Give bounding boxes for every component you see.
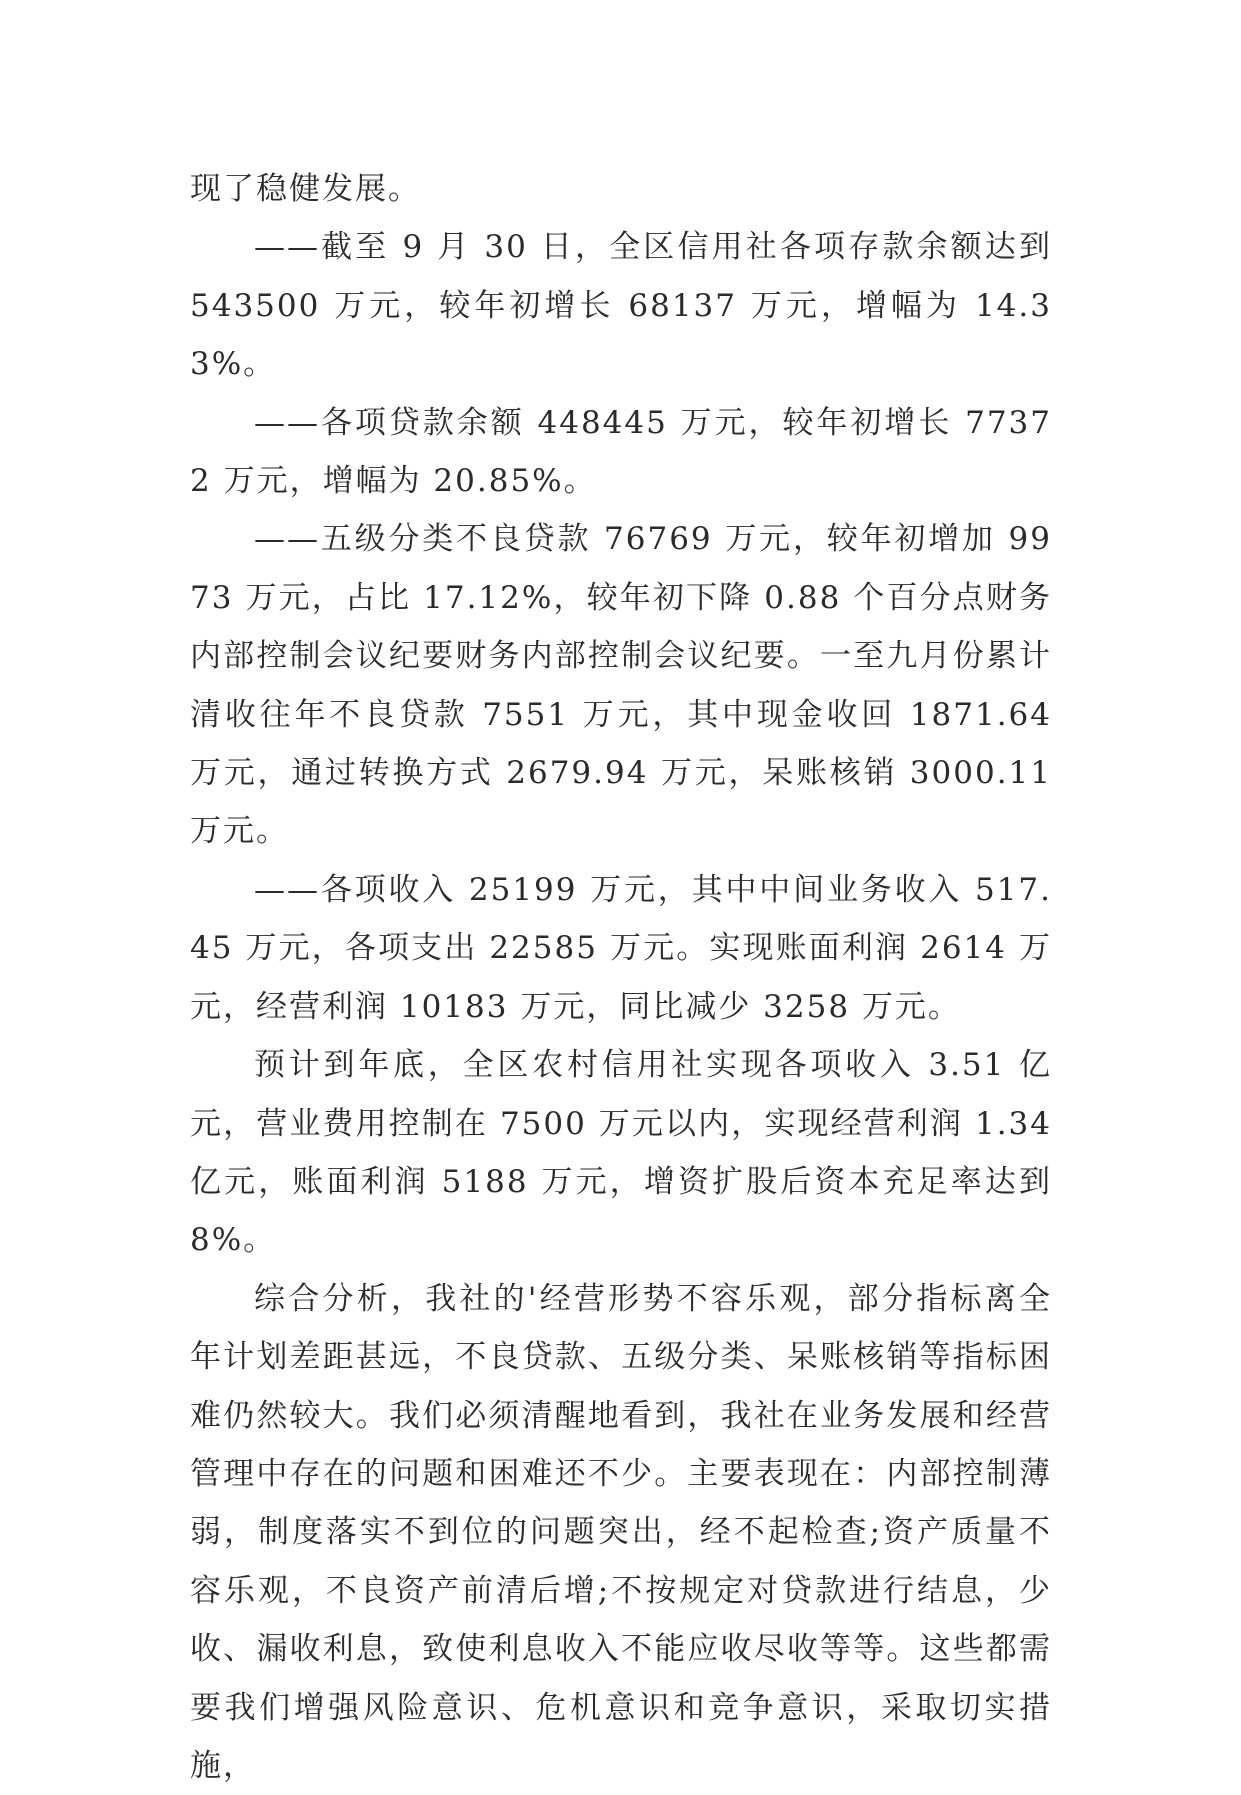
paragraph-income: ——各项收入 25199 万元，其中中间业务收入 517.45 万元，各项支出 22585 万元。实现账面利润 2614 万元，经营利润 10183 万元，同比减少 3258 万元。 xyxy=(190,871,1052,1025)
paragraph-nonperforming-loans: ——五级分类不良贷款 76769 万元，较年初增加 9973 万元，占比 17.12%，较年初下降 0.88 个百分点财务内部控制会议纪要财务内部控制会议纪要。一至九月份累计清收往年不良贷款 7551 万元，其中现金收回 1871.64 万元，通过转换方式 2679.94 万元，呆账核销 3000.11 万元。 xyxy=(190,521,1052,850)
paragraph-continuation: 现了稳健发展。 xyxy=(190,171,421,207)
paragraph-analysis: 综合分析，我社的'经营形势不容乐观，部分指标离全年计划差距甚远，不良贷款、五级分类、呆账核销等指标困难仍然较大。我们必须清醒地看到，我社在业务发展和经营管理中存在的问题和困难还不少。主要表现在：内部控制薄弱，制度落实不到位的问题突出，经不起检查;资产质量不容乐观，不良资产前清后增;不按规定对贷款进行结息，少收、漏收利息，致使利息收入不能应收尽收等等。这些都需要我们增强风险意识、危机意识和竞争意识，采取切实措施， xyxy=(190,1280,1052,1784)
paragraph-deposits: ——截至 9 月 30 日，全区信用社各项存款余额达到 543500 万元，较年初增长 68137 万元，增幅为 14.33%。 xyxy=(190,229,1052,383)
paragraph-forecast: 预计到年底，全区农村信用社实现各项收入 3.51 亿元，营业费用控制在 7500 万元以内，实现经营利润 1.34 亿元，账面利润 5188 万元，增资扩股后资本充足率达到 8%。 xyxy=(190,1047,1052,1259)
document-body xyxy=(190,160,1052,1795)
paragraph-loans: ——各项贷款余额 448445 万元，较年初增长 77372 万元，增幅为 20.85%。 xyxy=(190,404,1052,500)
